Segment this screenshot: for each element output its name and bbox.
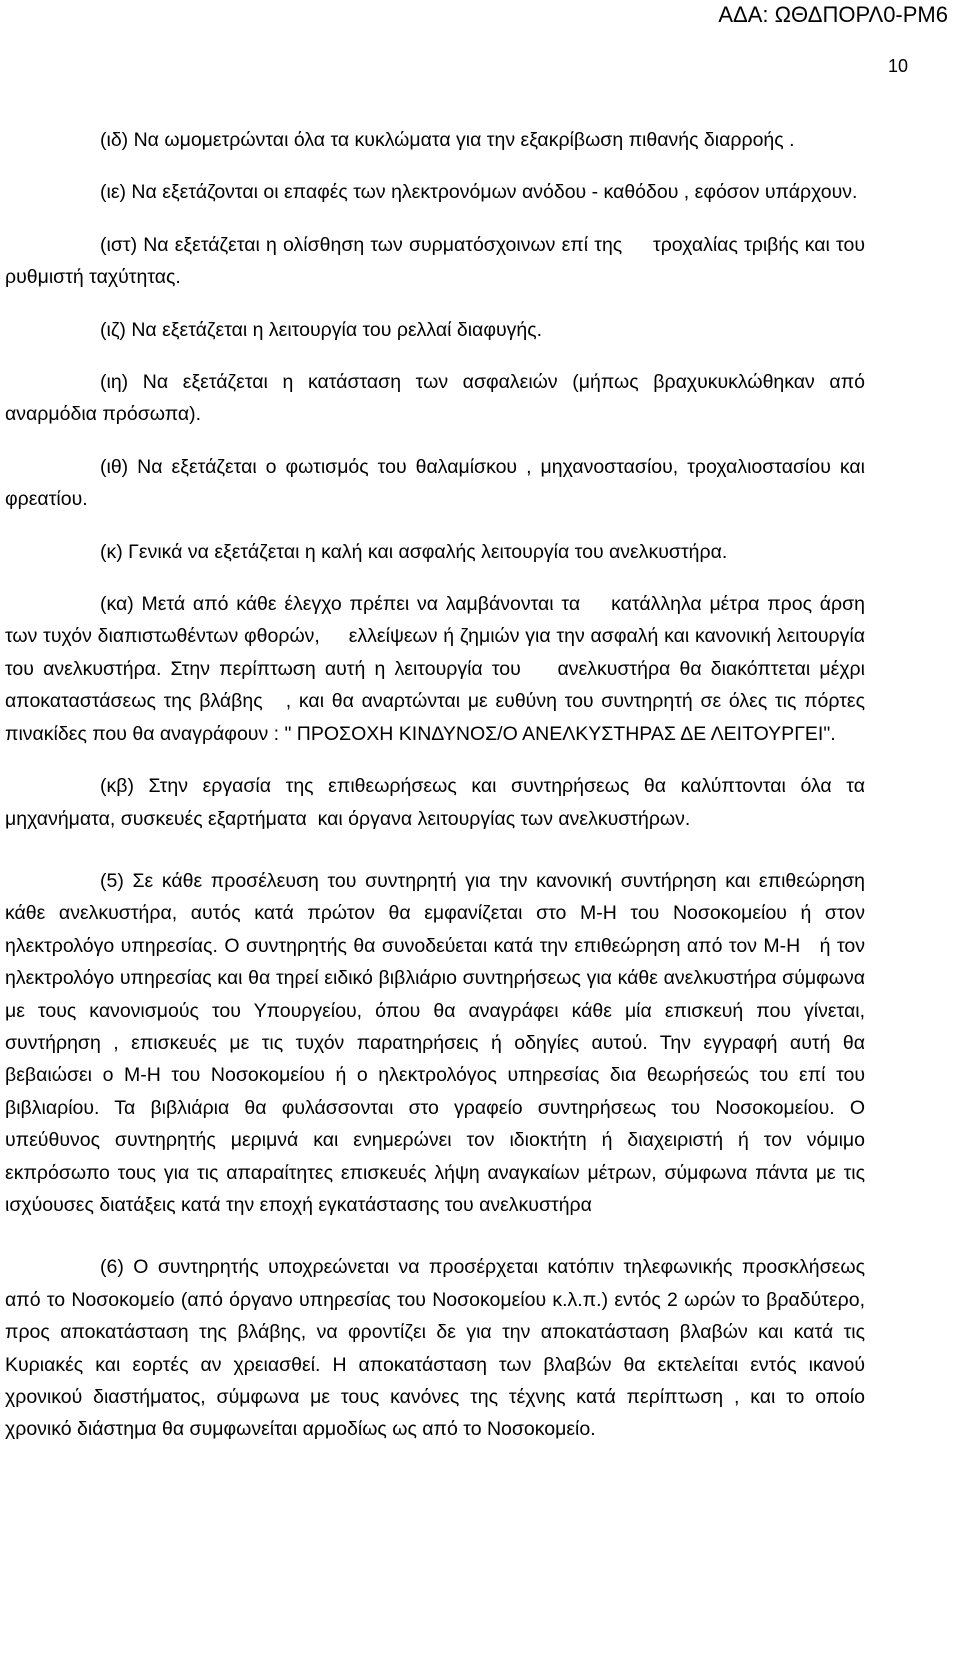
paragraph-ist: (ιστ) Να εξετάζεται η ολίσθηση των συρματόσχοινων επί της τροχαλίας τριβής και του ρυθμιστή ταχύτητας. [5, 233, 871, 289]
paragraph-ith: (ιθ) Να εξετάζεται ο φωτισμός του θαλαμίσκου , μηχανοστασίου, τροχαλιοστασίου και φρεατίου. [5, 455, 871, 511]
ada-code: ΑΔΑ: ΩΘΔΠΟΡΛ0-ΡΜ6 [718, 2, 948, 27]
paragraph-5: (5) Σε κάθε προσέλευση του συντηρητή για την κανονική συντήρηση και επιθεώρηση κάθε ανελκυστήρα, αυτός κατά πρώτον θα εμφανίζεται στο Μ-Η του Νοσοκομείου ή στον ηλεκτρολόγο υπηρεσίας. Ο συντηρητής θα συνοδεύεται κατά την επιθεώρηση από τον Μ-Η ή τον ηλεκτρολόγο υπηρεσίας και θα τηρεί ειδικό βιβλιάριο συντηρήσεως για κάθε ανελκυστήρα σύμφωνα με τους κανονισμούς του Υπουργείου, όπου θα αναγράφει κάθε μία επισκευή που γίνεται, συντήρηση , επισκευές με τις τυχόν παρατηρήσεις ή οδηγίες αυτού. Την εγγραφή αυτή θα βεβαιώσει ο Μ-Η του Νοσοκομείου ή ο ηλεκτρολόγος υπηρεσίας δια θεωρήσεώς του επί του βιβλιαρίου. Τα βιβλιάρια θα φυλάσσονται στο γραφείο συντηρήσεως του Νοσοκομείου. Ο υπεύθυνος συντηρητής μεριμνά και ενημερώνει τον ιδιοκτήτη ή διαχειριστή ή τον νόμιμο εκπρόσωπο τους για τις απαραίτητες επισκευές λήψη αναγκαίων μέτρων, σύμφωνα πάντα με τις ισχύουσες διατάξεις κατά την εποχή εγκατάστασης του ανελκυστήρα [5, 869, 871, 1216]
paragraph-id: (ιδ) Να ωμομετρώνται όλα τα κυκλώματα για την εξακρίβωση πιθανής διαρροής . [100, 129, 795, 151]
paragraph-ih: (ιη) Να εξετάζεται η κατάσταση των ασφαλειών (μήπως βραχυκυκλώθηκαν από αναρμόδια πρόσωπα). [5, 371, 871, 426]
page-number: 10 [887, 56, 908, 76]
paragraph-iz: (ιζ) Να εξετάζεται η λειτουργία του ρελλαί διαφυγής. [100, 318, 543, 341]
paragraph-ie: (ιε) Να εξετάζονται οι επαφές των ηλεκτρονόμων ανόδου - καθόδου , εφόσον υπάρχουν. [100, 181, 858, 204]
document-body [5, 124, 903, 1446]
paragraph-kb: (κβ) Στην εργασία της επιθεωρήσεως και συντηρήσεως θα καλύπτονται όλα τα μηχανήματα, συσκευές εξαρτήματα και όργανα λειτουργίας των ανελκυστήρων. [5, 775, 871, 830]
paragraph-k: (κ) Γενικά να εξετάζεται η καλή και ασφαλής λειτουργία του ανελκυστήρα. [100, 540, 728, 563]
paragraph-6: (6) Ο συντηρητής υποχρεώνεται να προσέρχεται κατόπιν τηλεφωνικής προσκλήσεως από το Νοσοκομείο (από όργανο υπηρεσίας του Νοσοκομείου κ.λ.π.) εντός 2 ωρών το βραδύτερο, προς αποκατάσταση της βλάβης, να φροντίζει δε για την αποκατάσταση βλαβών και κατά τις Κυριακές και εορτές αν χρειασθεί. Η αποκατάσταση των βλαβών θα εκτελείται εντός ικανού χρονικού διαστήματος, σύμφωνα με τους κανόνες της τέχνης κατά περίπτωση , και το οποίο χρονικό διάστημα θα συμφωνείται αρμοδίως ως από το Νοσοκομείο. [5, 1256, 871, 1441]
paragraph-ka: (κα) Μετά από κάθε έλεγχο πρέπει να λαμβάνονται τα κατάλληλα μέτρα προς άρση των τυχόν διαπιστωθέντων φθορών, ελλείψεων ή ζημιών για την ασφαλή και κανονική λειτουργία του ανελκυστήρα. Στην περίπτωση αυτή η λειτουργία του ανελκυστήρα θα διακόπτεται μέχρι αποκαταστάσεως της βλάβης , και θα αναρτώνται με ευθύνη του συντηρητή σε όλες τις πόρτες πινακίδες που θα αναγράφουν : " ΠΡΟΣΟΧΗ ΚΙΝΔΥΝΟΣ/Ο ΑΝΕΛΚΥΣΤΗΡΑΣ ΔΕ ΛΕΙΤΟΥΡΓΕΙ". [5, 593, 903, 745]
